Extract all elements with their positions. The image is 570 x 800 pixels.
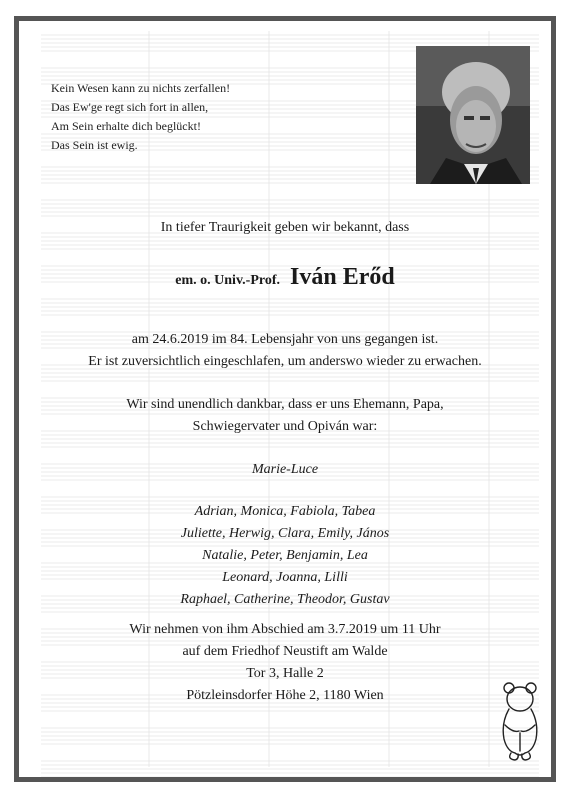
family-line: Juliette, Herwig, Clara, Emily, János (180, 526, 390, 541)
poem (51, 79, 230, 155)
passing-line: Er ist zuversichtlich eingeschlafen, um anderswo wieder zu erwachen. (88, 354, 482, 369)
gratitude-statement (19, 394, 551, 438)
family-list (19, 459, 551, 611)
farewell-line: auf dem Friedhof Neustift am Walde (182, 644, 388, 659)
deceased-name: Iván Erőd (290, 264, 395, 290)
bear-drawing-icon (495, 681, 545, 761)
poem-line: Kein Wesen kann zu nichts zerfallen! (51, 81, 231, 95)
obituary-card (14, 16, 556, 782)
farewell-line: Tor 3, Halle 2 (246, 666, 324, 681)
announcement-intro: In tiefer Traurigkeit geben wir bekannt, dass (160, 220, 410, 235)
poem-line: Das Sein ist ewig. (51, 138, 138, 152)
farewell-line: Pötzleinsdorfer Höhe 2, 1180 Wien (186, 688, 384, 703)
deceased-name-line (19, 264, 551, 291)
passing-line: am 24.6.2019 im 84. Lebensjahr von uns gegangen ist. (131, 332, 439, 347)
family-line: Adrian, Monica, Fabiola, Tabea (194, 504, 376, 519)
gratitude-line: Schwiegervater und Opiván war: (192, 419, 378, 434)
family-line: Natalie, Peter, Benjamin, Lea (202, 548, 368, 563)
academic-title: em. o. Univ.-Prof. (175, 273, 281, 288)
passing-statement (19, 329, 551, 373)
portrait-photo (416, 46, 530, 184)
poem-line: Das Ew'ge regt sich fort in allen, (51, 100, 209, 114)
farewell-line: Wir nehmen von ihm Abschied am 3.7.2019 um 11 Uhr (129, 622, 441, 637)
farewell-details (19, 619, 551, 707)
poem-line: Am Sein erhalte dich beglückt! (51, 119, 201, 133)
family-line: Leonard, Joanna, Lilli (222, 570, 348, 585)
spouse-name: Marie-Luce (251, 462, 319, 477)
family-line: Raphael, Catherine, Theodor, Gustav (180, 592, 390, 607)
gratitude-line: Wir sind unendlich dankbar, dass er uns Ehemann, Papa, (126, 397, 444, 412)
